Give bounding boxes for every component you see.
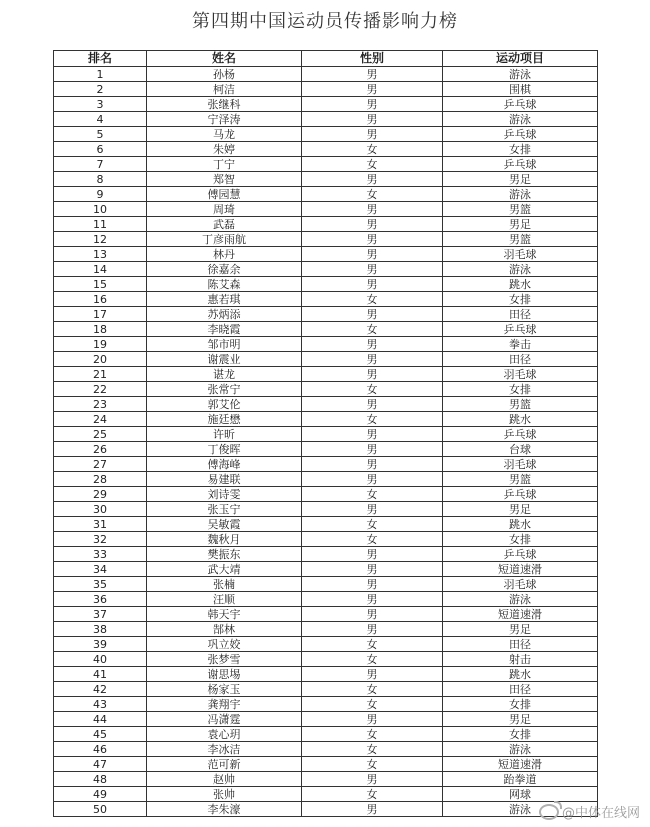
cell-gender: 女 <box>302 637 443 652</box>
cell-sport: 乒乓球 <box>443 157 598 172</box>
cell-gender: 男 <box>302 172 443 187</box>
table-row <box>54 307 598 322</box>
cell-name: 郭艾伦 <box>147 397 302 412</box>
cell-gender: 男 <box>302 112 443 127</box>
table-row <box>54 337 598 352</box>
header-rank: 排名 <box>54 51 147 67</box>
cell-rank: 49 <box>54 787 147 802</box>
cell-sport: 短道速滑 <box>443 757 598 772</box>
table-row <box>54 592 598 607</box>
cell-name: 谌龙 <box>147 367 302 382</box>
cell-rank: 30 <box>54 502 147 517</box>
cell-sport: 女排 <box>443 382 598 397</box>
cell-name: 邹市明 <box>147 337 302 352</box>
cell-sport: 田径 <box>443 637 598 652</box>
cell-name: 武磊 <box>147 217 302 232</box>
cell-name: 李冰洁 <box>147 742 302 757</box>
cell-rank: 3 <box>54 97 147 112</box>
cell-name: 袁心玥 <box>147 727 302 742</box>
cell-name: 许昕 <box>147 427 302 442</box>
cell-name: 陈艾森 <box>147 277 302 292</box>
table-row <box>54 412 598 427</box>
cell-name: 李朱濠 <box>147 802 302 817</box>
cell-sport: 女排 <box>443 727 598 742</box>
cell-gender: 男 <box>302 622 443 637</box>
cell-name: 张玉宁 <box>147 502 302 517</box>
cell-name: 韩天宇 <box>147 607 302 622</box>
cell-name: 徐嘉余 <box>147 262 302 277</box>
cell-gender: 男 <box>302 82 443 97</box>
table-row <box>54 232 598 247</box>
cell-sport: 男足 <box>443 712 598 727</box>
table-row <box>54 562 598 577</box>
cell-rank: 34 <box>54 562 147 577</box>
cell-gender: 男 <box>302 427 443 442</box>
cell-rank: 25 <box>54 427 147 442</box>
cell-gender: 女 <box>302 322 443 337</box>
table-body <box>54 67 598 817</box>
cell-sport: 短道速滑 <box>443 607 598 622</box>
cell-name: 谢震业 <box>147 352 302 367</box>
cell-gender: 男 <box>302 457 443 472</box>
table-row <box>54 187 598 202</box>
cell-rank: 2 <box>54 82 147 97</box>
cell-rank: 13 <box>54 247 147 262</box>
table-row <box>54 547 598 562</box>
header-sport: 运动项目 <box>443 51 598 67</box>
cell-gender: 女 <box>302 412 443 427</box>
header-gender: 性别 <box>302 51 443 67</box>
cell-name: 吴敏霞 <box>147 517 302 532</box>
table-row <box>54 502 598 517</box>
cell-name: 范可新 <box>147 757 302 772</box>
cell-rank: 48 <box>54 772 147 787</box>
cell-rank: 8 <box>54 172 147 187</box>
cell-name: 丁宁 <box>147 157 302 172</box>
cell-sport: 男篮 <box>443 202 598 217</box>
cell-sport: 男篮 <box>443 472 598 487</box>
cell-rank: 39 <box>54 637 147 652</box>
cell-name: 易建联 <box>147 472 302 487</box>
table-row <box>54 622 598 637</box>
cell-rank: 45 <box>54 727 147 742</box>
cell-sport: 游泳 <box>443 112 598 127</box>
cell-sport: 跳水 <box>443 517 598 532</box>
cell-sport: 游泳 <box>443 592 598 607</box>
table-row <box>54 217 598 232</box>
table-row <box>54 682 598 697</box>
table-row <box>54 457 598 472</box>
cell-rank: 9 <box>54 187 147 202</box>
cell-name: 武大靖 <box>147 562 302 577</box>
cell-name: 周琦 <box>147 202 302 217</box>
table-row <box>54 247 598 262</box>
cell-sport: 男足 <box>443 217 598 232</box>
cell-name: 苏炳添 <box>147 307 302 322</box>
cell-rank: 20 <box>54 352 147 367</box>
cell-gender: 男 <box>302 772 443 787</box>
cell-name: 张常宁 <box>147 382 302 397</box>
table-row <box>54 742 598 757</box>
cell-gender: 男 <box>302 262 443 277</box>
cell-rank: 31 <box>54 517 147 532</box>
cell-rank: 43 <box>54 697 147 712</box>
cell-gender: 女 <box>302 787 443 802</box>
cell-rank: 38 <box>54 622 147 637</box>
cell-rank: 15 <box>54 277 147 292</box>
table-row <box>54 277 598 292</box>
cell-sport: 乒乓球 <box>443 127 598 142</box>
cell-gender: 女 <box>302 682 443 697</box>
cell-name: 刘诗雯 <box>147 487 302 502</box>
table-row <box>54 82 598 97</box>
cell-rank: 5 <box>54 127 147 142</box>
cell-gender: 男 <box>302 802 443 817</box>
cell-rank: 46 <box>54 742 147 757</box>
cell-rank: 17 <box>54 307 147 322</box>
cell-rank: 36 <box>54 592 147 607</box>
table-row <box>54 652 598 667</box>
cell-sport: 网球 <box>443 787 598 802</box>
cell-rank: 40 <box>54 652 147 667</box>
cell-gender: 男 <box>302 397 443 412</box>
table-row <box>54 322 598 337</box>
cell-gender: 男 <box>302 667 443 682</box>
cell-name: 林丹 <box>147 247 302 262</box>
cell-rank: 33 <box>54 547 147 562</box>
cell-rank: 32 <box>54 532 147 547</box>
page-title: 第四期中国运动员传播影响力榜 <box>192 11 458 32</box>
watermark <box>539 802 640 821</box>
cell-name: 冯潇霆 <box>147 712 302 727</box>
cell-gender: 男 <box>302 127 443 142</box>
table-row <box>54 487 598 502</box>
cell-name: 丁彦雨航 <box>147 232 302 247</box>
cell-name: 汪顺 <box>147 592 302 607</box>
table-row <box>54 202 598 217</box>
cell-sport: 游泳 <box>443 802 598 817</box>
cell-gender: 男 <box>302 232 443 247</box>
cell-rank: 23 <box>54 397 147 412</box>
table-row <box>54 787 598 802</box>
cell-gender: 女 <box>302 487 443 502</box>
cell-rank: 44 <box>54 712 147 727</box>
weibo-icon <box>539 804 559 820</box>
cell-gender: 男 <box>302 202 443 217</box>
cell-gender: 女 <box>302 757 443 772</box>
cell-gender: 男 <box>302 307 443 322</box>
table-row <box>54 157 598 172</box>
table-row <box>54 532 598 547</box>
cell-name: 朱婷 <box>147 142 302 157</box>
table-row <box>54 112 598 127</box>
cell-gender: 女 <box>302 142 443 157</box>
cell-rank: 42 <box>54 682 147 697</box>
table-row <box>54 757 598 772</box>
cell-sport: 跆拳道 <box>443 772 598 787</box>
cell-rank: 24 <box>54 412 147 427</box>
cell-name: 张帅 <box>147 787 302 802</box>
table-row <box>54 127 598 142</box>
cell-rank: 19 <box>54 337 147 352</box>
cell-name: 杨家玉 <box>147 682 302 697</box>
table-row <box>54 772 598 787</box>
cell-rank: 10 <box>54 202 147 217</box>
table-row <box>54 352 598 367</box>
cell-sport: 游泳 <box>443 742 598 757</box>
cell-name: 丁俊晖 <box>147 442 302 457</box>
cell-rank: 35 <box>54 577 147 592</box>
cell-gender: 男 <box>302 562 443 577</box>
cell-name: 龚翔宇 <box>147 697 302 712</box>
cell-name: 张楠 <box>147 577 302 592</box>
cell-gender: 女 <box>302 652 443 667</box>
watermark-text: @中体在线网 <box>561 806 640 821</box>
cell-sport: 乒乓球 <box>443 97 598 112</box>
table-row <box>54 292 598 307</box>
cell-sport: 羽毛球 <box>443 577 598 592</box>
cell-rank: 16 <box>54 292 147 307</box>
cell-sport: 跳水 <box>443 277 598 292</box>
cell-rank: 7 <box>54 157 147 172</box>
cell-rank: 27 <box>54 457 147 472</box>
cell-gender: 男 <box>302 547 443 562</box>
cell-name: 张继科 <box>147 97 302 112</box>
cell-rank: 1 <box>54 67 147 82</box>
cell-name: 谢思埸 <box>147 667 302 682</box>
table-row <box>54 97 598 112</box>
cell-gender: 男 <box>302 67 443 82</box>
cell-sport: 跳水 <box>443 412 598 427</box>
cell-sport: 男篮 <box>443 232 598 247</box>
cell-gender: 男 <box>302 337 443 352</box>
cell-gender: 男 <box>302 247 443 262</box>
table-row <box>54 172 598 187</box>
cell-sport: 乒乓球 <box>443 427 598 442</box>
cell-gender: 男 <box>302 217 443 232</box>
table-row <box>54 442 598 457</box>
table-row <box>54 472 598 487</box>
cell-gender: 男 <box>302 577 443 592</box>
cell-name: 巩立姣 <box>147 637 302 652</box>
cell-gender: 男 <box>302 277 443 292</box>
cell-rank: 12 <box>54 232 147 247</box>
ranking-table <box>53 50 598 817</box>
table-row <box>54 427 598 442</box>
cell-sport: 男足 <box>443 622 598 637</box>
cell-gender: 女 <box>302 187 443 202</box>
table-row <box>54 667 598 682</box>
cell-rank: 28 <box>54 472 147 487</box>
cell-sport: 短道速滑 <box>443 562 598 577</box>
cell-sport: 女排 <box>443 697 598 712</box>
table-header-row <box>54 51 598 67</box>
table-row <box>54 697 598 712</box>
cell-rank: 29 <box>54 487 147 502</box>
cell-name: 施廷懋 <box>147 412 302 427</box>
cell-name: 孙杨 <box>147 67 302 82</box>
cell-sport: 跳水 <box>443 667 598 682</box>
cell-gender: 男 <box>302 592 443 607</box>
table-row <box>54 367 598 382</box>
cell-gender: 男 <box>302 502 443 517</box>
table-row <box>54 517 598 532</box>
cell-sport: 男足 <box>443 172 598 187</box>
table-row <box>54 802 598 817</box>
table-row <box>54 382 598 397</box>
cell-name: 惠若琪 <box>147 292 302 307</box>
table-row <box>54 397 598 412</box>
cell-gender: 男 <box>302 97 443 112</box>
cell-gender: 男 <box>302 712 443 727</box>
cell-rank: 6 <box>54 142 147 157</box>
cell-sport: 田径 <box>443 352 598 367</box>
cell-sport: 射击 <box>443 652 598 667</box>
cell-name: 柯洁 <box>147 82 302 97</box>
cell-sport: 羽毛球 <box>443 247 598 262</box>
cell-rank: 41 <box>54 667 147 682</box>
cell-sport: 围棋 <box>443 82 598 97</box>
cell-sport: 游泳 <box>443 67 598 82</box>
cell-rank: 37 <box>54 607 147 622</box>
cell-sport: 乒乓球 <box>443 322 598 337</box>
table-row <box>54 577 598 592</box>
table-row <box>54 727 598 742</box>
cell-sport: 女排 <box>443 142 598 157</box>
cell-rank: 50 <box>54 802 147 817</box>
cell-gender: 女 <box>302 382 443 397</box>
cell-sport: 羽毛球 <box>443 457 598 472</box>
table-row <box>54 712 598 727</box>
cell-rank: 18 <box>54 322 147 337</box>
cell-sport: 乒乓球 <box>443 547 598 562</box>
cell-rank: 4 <box>54 112 147 127</box>
cell-rank: 22 <box>54 382 147 397</box>
cell-gender: 女 <box>302 727 443 742</box>
table-row <box>54 637 598 652</box>
cell-name: 傅海峰 <box>147 457 302 472</box>
cell-sport: 游泳 <box>443 187 598 202</box>
cell-rank: 14 <box>54 262 147 277</box>
header-name: 姓名 <box>147 51 302 67</box>
cell-rank: 21 <box>54 367 147 382</box>
table-row <box>54 262 598 277</box>
cell-name: 宁泽涛 <box>147 112 302 127</box>
cell-sport: 男篮 <box>443 397 598 412</box>
cell-sport: 女排 <box>443 292 598 307</box>
cell-sport: 男足 <box>443 502 598 517</box>
cell-gender: 女 <box>302 292 443 307</box>
cell-sport: 女排 <box>443 532 598 547</box>
cell-sport: 游泳 <box>443 262 598 277</box>
table-row <box>54 142 598 157</box>
cell-gender: 男 <box>302 352 443 367</box>
cell-rank: 11 <box>54 217 147 232</box>
cell-rank: 26 <box>54 442 147 457</box>
cell-name: 马龙 <box>147 127 302 142</box>
cell-gender: 女 <box>302 697 443 712</box>
cell-gender: 男 <box>302 607 443 622</box>
cell-name: 傅园慧 <box>147 187 302 202</box>
cell-gender: 女 <box>302 517 443 532</box>
cell-sport: 乒乓球 <box>443 487 598 502</box>
cell-sport: 台球 <box>443 442 598 457</box>
cell-name: 赵帅 <box>147 772 302 787</box>
cell-gender: 男 <box>302 367 443 382</box>
cell-gender: 男 <box>302 472 443 487</box>
table-row <box>54 67 598 82</box>
cell-name: 李晓霞 <box>147 322 302 337</box>
cell-name: 张梦雪 <box>147 652 302 667</box>
cell-gender: 女 <box>302 532 443 547</box>
cell-name: 郜林 <box>147 622 302 637</box>
cell-sport: 田径 <box>443 307 598 322</box>
cell-gender: 男 <box>302 442 443 457</box>
cell-sport: 拳击 <box>443 337 598 352</box>
cell-gender: 女 <box>302 157 443 172</box>
cell-sport: 田径 <box>443 682 598 697</box>
cell-rank: 47 <box>54 757 147 772</box>
table-row <box>54 607 598 622</box>
cell-sport: 羽毛球 <box>443 367 598 382</box>
cell-name: 郑智 <box>147 172 302 187</box>
cell-name: 樊振东 <box>147 547 302 562</box>
cell-name: 魏秋月 <box>147 532 302 547</box>
cell-gender: 女 <box>302 742 443 757</box>
